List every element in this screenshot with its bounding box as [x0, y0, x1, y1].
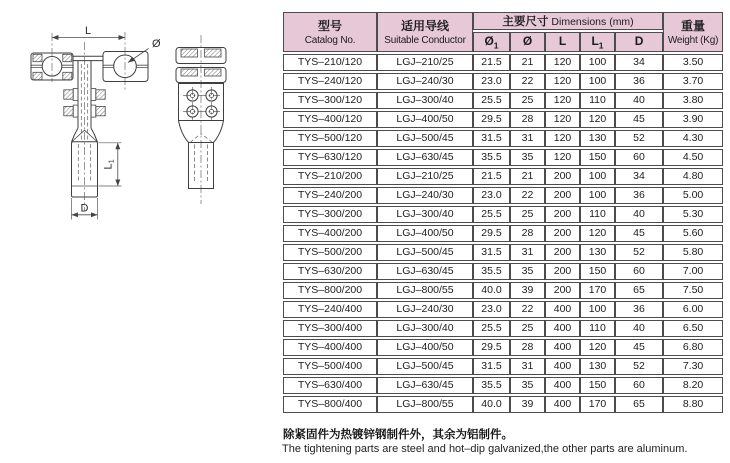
table-cell: 150 [580, 149, 615, 166]
table-cell: 31.5 [473, 358, 510, 375]
table-row [283, 92, 723, 109]
dimensions-label-en: Dimensions (mm) [551, 16, 634, 28]
table-cell: TYS–630/400 [283, 377, 377, 394]
table-cell: TYS–630/200 [283, 263, 377, 280]
table-cell: 28 [510, 339, 545, 356]
table-cell: 60 [615, 377, 663, 394]
table-cell: 35.5 [473, 377, 510, 394]
table-cell: 4.80 [663, 168, 723, 185]
table-cell: TYS–800/200 [283, 282, 377, 299]
table-cell: 5.30 [663, 206, 723, 223]
table-cell: 45 [615, 111, 663, 128]
table-cell: 35 [510, 377, 545, 394]
front-view [31, 25, 161, 220]
col-header-l: L [545, 32, 580, 52]
dimension-l [52, 25, 125, 38]
table-cell: 21.5 [473, 54, 510, 71]
bolt-head [63, 54, 72, 61]
table-cell: 60 [615, 263, 663, 280]
table-cell: 39 [510, 396, 545, 413]
table-cell: 21 [510, 168, 545, 185]
table-cell: 400 [545, 396, 580, 413]
table-cell: LGJ–300/40 [377, 320, 473, 337]
table-cell: 65 [615, 282, 663, 299]
table-cell: 6.80 [663, 339, 723, 356]
table-cell: 31.5 [473, 130, 510, 147]
table-cell: 400 [545, 301, 580, 318]
table-cell: TYS–300/400 [283, 320, 377, 337]
table-cell: 170 [580, 396, 615, 413]
table-cell: TYS–300/200 [283, 206, 377, 223]
table-cell: 5.60 [663, 225, 723, 242]
table-cell: 120 [545, 54, 580, 71]
table-cell: 400 [545, 339, 580, 356]
table-cell: 200 [545, 168, 580, 185]
table-cell: 130 [580, 244, 615, 261]
table-cell: LGJ–630/45 [377, 149, 473, 166]
table-cell: 3.90 [663, 111, 723, 128]
table-row [283, 130, 723, 147]
table-cell: LGJ–400/50 [377, 339, 473, 356]
table-cell: 4.50 [663, 149, 723, 166]
table-row [283, 187, 723, 204]
table-cell: 5.80 [663, 244, 723, 261]
table-cell: 65 [615, 396, 663, 413]
table-cell: LGJ–500/45 [377, 130, 473, 147]
table-row [283, 320, 723, 337]
col-header-weight [663, 12, 723, 52]
table-cell: 21 [510, 54, 545, 71]
table-cell: 130 [580, 358, 615, 375]
table-cell: TYS–240/200 [283, 187, 377, 204]
col-header-dia: Ø [510, 32, 545, 52]
table-body [283, 54, 723, 413]
table-cell: 29.5 [473, 339, 510, 356]
catalog-label-zh: 型号 [317, 19, 342, 33]
dim-label-l: L [84, 25, 92, 37]
table-cell: LGJ–400/50 [377, 225, 473, 242]
table-cell: 36 [615, 301, 663, 318]
table-row [283, 377, 723, 394]
table-cell: 35.5 [473, 149, 510, 166]
table-cell: 400 [545, 358, 580, 375]
table-row [283, 206, 723, 223]
table-row [283, 339, 723, 356]
table-cell: 31 [510, 130, 545, 147]
table-cell: 25 [510, 92, 545, 109]
table-cell: 7.50 [663, 282, 723, 299]
table-row [283, 149, 723, 166]
table-cell: 45 [615, 339, 663, 356]
table-cell: 36 [615, 73, 663, 90]
table-cell: 3.70 [663, 73, 723, 90]
weight-label-zh: 重量 [681, 19, 706, 33]
dimension-l1 [99, 143, 122, 186]
table-cell: 31 [510, 358, 545, 375]
table-cell: TYS–240/400 [283, 301, 377, 318]
col-header-conductor [377, 12, 473, 52]
table-cell: 400 [545, 320, 580, 337]
table-cell: 39 [510, 282, 545, 299]
table-cell: LGJ–800/55 [377, 282, 473, 299]
table-cell: 8.20 [663, 377, 723, 394]
table-cell: 3.50 [663, 54, 723, 71]
col-header-l1: $L_1$ [580, 32, 615, 52]
table-cell: 40 [615, 92, 663, 109]
table-cell: 200 [545, 187, 580, 204]
dim-label-l1: L1 [102, 159, 116, 170]
table-cell: 60 [615, 149, 663, 166]
table-cell: 150 [580, 377, 615, 394]
table-cell: 35 [510, 263, 545, 280]
catalog-label-en: Catalog No. [304, 35, 356, 46]
table-cell: 29.5 [473, 225, 510, 242]
col-header-catalog [283, 12, 377, 52]
table-cell: 22 [510, 301, 545, 318]
conductor-label-en: Suitable Conductor [384, 35, 466, 46]
table-cell: 23.0 [473, 301, 510, 318]
table-cell: 52 [615, 130, 663, 147]
table-cell: LGJ–630/45 [377, 263, 473, 280]
table-cell: 7.30 [663, 358, 723, 375]
table-cell: TYS–400/200 [283, 225, 377, 242]
col-header-dia1: $Ø_1$ [473, 32, 510, 52]
table-cell: 22 [510, 73, 545, 90]
table-cell: 23.0 [473, 73, 510, 90]
table-cell: 3.80 [663, 92, 723, 109]
dim-label-d: D [80, 202, 89, 215]
right-clamp [103, 52, 148, 82]
table-cell: TYS–630/120 [283, 149, 377, 166]
table-cell: 22 [510, 187, 545, 204]
table-cell: TYS–210/120 [283, 54, 377, 71]
table-row [283, 225, 723, 242]
table-cell: LGJ–800/55 [377, 396, 473, 413]
table-cell: TYS–300/120 [283, 92, 377, 109]
table-cell: LGJ–400/50 [377, 111, 473, 128]
table-cell: 52 [615, 358, 663, 375]
conductor-label-zh: 适用导线 [400, 19, 449, 33]
table-cell: 4.30 [663, 130, 723, 147]
technical-drawing [0, 20, 240, 235]
table-cell: LGJ–630/45 [377, 377, 473, 394]
table-cell: 36 [615, 187, 663, 204]
table-cell: 21.5 [473, 168, 510, 185]
bolt-head [33, 54, 42, 61]
table-cell: 8.80 [663, 396, 723, 413]
table-cell: 6.50 [663, 320, 723, 337]
table-cell: LGJ–500/45 [377, 358, 473, 375]
table-cell: 45 [615, 225, 663, 242]
bolt-head [63, 72, 72, 79]
table-cell: 100 [580, 168, 615, 185]
table-cell: 28 [510, 225, 545, 242]
table-cell: TYS–800/400 [283, 396, 377, 413]
dimension-d [72, 198, 98, 220]
table-cell: 100 [580, 301, 615, 318]
table-cell: 110 [580, 320, 615, 337]
table-cell: 120 [545, 92, 580, 109]
table-cell: 25.5 [473, 206, 510, 223]
table-row [283, 168, 723, 185]
side-view [176, 35, 226, 204]
col-header-dimensions [473, 12, 663, 30]
table-row [283, 73, 723, 90]
spec-table [283, 10, 723, 415]
table-cell: LGJ–300/40 [377, 92, 473, 109]
table-cell: 34 [615, 168, 663, 185]
table-cell: 23.0 [473, 187, 510, 204]
table-cell: 110 [580, 92, 615, 109]
table-cell: 35 [510, 149, 545, 166]
table-cell: LGJ–240/30 [377, 187, 473, 204]
table-cell: TYS–400/400 [283, 339, 377, 356]
table-cell: 29.5 [473, 111, 510, 128]
table-cell: LGJ–500/45 [377, 244, 473, 261]
table-cell: 25 [510, 320, 545, 337]
table-row [283, 282, 723, 299]
table-cell: 120 [545, 111, 580, 128]
table-cell: 170 [580, 282, 615, 299]
table-row [283, 301, 723, 318]
dim-label-dia: Ø [152, 38, 161, 50]
table-cell: 120 [580, 111, 615, 128]
note-chinese: 除紧固件为热镀锌钢制件外，其余为铝制件。 [283, 429, 513, 441]
table-cell: 200 [545, 206, 580, 223]
table-cell: TYS–210/200 [283, 168, 377, 185]
table-cell: 25.5 [473, 320, 510, 337]
table-cell: 120 [580, 225, 615, 242]
bolt-head [33, 72, 42, 79]
table-cell: 100 [580, 54, 615, 71]
table-cell: 120 [545, 73, 580, 90]
table-cell: 52 [615, 244, 663, 261]
table-cell: 120 [580, 339, 615, 356]
table-cell: 200 [545, 282, 580, 299]
table-cell: 40.0 [473, 396, 510, 413]
table-cell: 40.0 [473, 282, 510, 299]
table-cell: 28 [510, 111, 545, 128]
table-cell: 100 [580, 187, 615, 204]
table-cell: TYS–500/200 [283, 244, 377, 261]
table-cell: LGJ–240/30 [377, 301, 473, 318]
table-cell: 120 [545, 149, 580, 166]
table-cell: 31 [510, 244, 545, 261]
table-row [283, 54, 723, 71]
table-row [283, 263, 723, 280]
table-cell: 7.00 [663, 263, 723, 280]
table-cell: 130 [580, 130, 615, 147]
table-row [283, 111, 723, 128]
table-cell: 110 [580, 206, 615, 223]
table-row [283, 396, 723, 413]
table-cell: 40 [615, 206, 663, 223]
note-english: The tightening parts are steel and hot–dip galvanized,the other parts are aluminum. [282, 443, 688, 455]
table-cell: 40 [615, 320, 663, 337]
table-cell: 150 [580, 263, 615, 280]
table-cell: 6.00 [663, 301, 723, 318]
table-cell: 25 [510, 206, 545, 223]
table-cell: 200 [545, 263, 580, 280]
table-cell: 200 [545, 225, 580, 242]
table-cell: TYS–400/120 [283, 111, 377, 128]
table-cell: TYS–500/120 [283, 130, 377, 147]
table-cell: LGJ–300/40 [377, 206, 473, 223]
table-cell: 5.00 [663, 187, 723, 204]
table-cell: 100 [580, 73, 615, 90]
table-cell: 31.5 [473, 244, 510, 261]
table-cell: TYS–240/120 [283, 73, 377, 90]
table-cell: 35.5 [473, 263, 510, 280]
table-cell: 34 [615, 54, 663, 71]
table-row [283, 358, 723, 375]
table-cell: 120 [545, 130, 580, 147]
weight-label-en: Weight (Kg) [667, 35, 719, 46]
table-cell: TYS–500/400 [283, 358, 377, 375]
table-cell: LGJ–240/30 [377, 73, 473, 90]
table-cell: 200 [545, 244, 580, 261]
table-cell: 400 [545, 377, 580, 394]
col-header-d: D [615, 32, 663, 52]
table-cell: LGJ–210/25 [377, 54, 473, 71]
dimensions-label-zh: 主要尺寸 [502, 16, 549, 28]
table-cell: 25.5 [473, 92, 510, 109]
table-row [283, 244, 723, 261]
table-cell: LGJ–210/25 [377, 168, 473, 185]
